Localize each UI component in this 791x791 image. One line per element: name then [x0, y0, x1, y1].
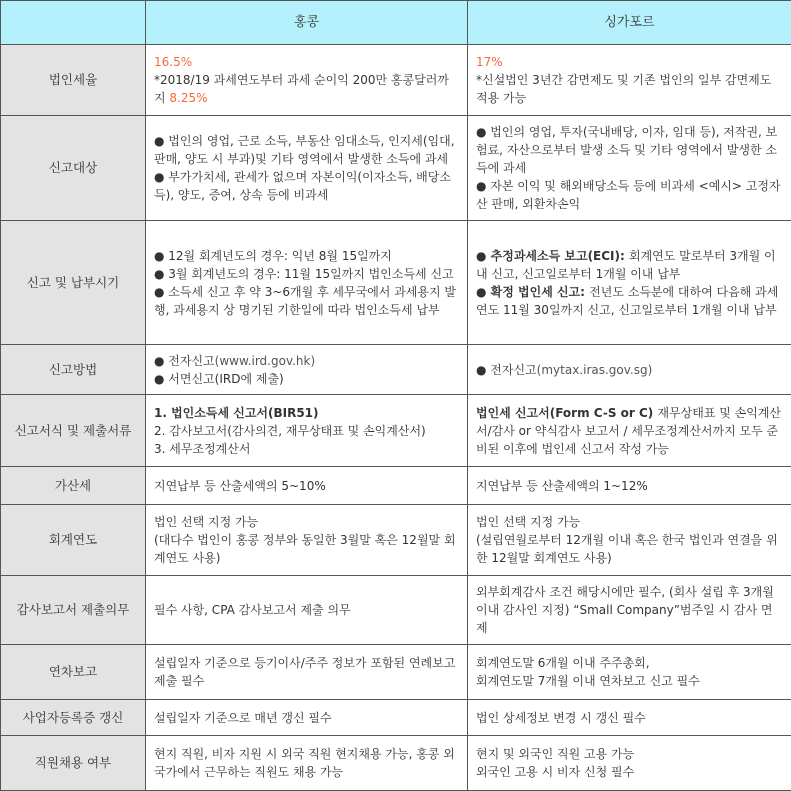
- cell-paragraph: [154, 168, 459, 204]
- cell-paragraph: [476, 583, 783, 637]
- cell-singapore: [468, 45, 791, 116]
- cell-singapore: [468, 505, 791, 576]
- cell-text: 법인 선택 지정 가능: [154, 515, 258, 529]
- row-label: 가산세: [1, 467, 146, 505]
- cell-hongkong: [146, 395, 468, 467]
- table-row: [1, 45, 791, 116]
- row-label: 연차보고: [1, 645, 146, 700]
- cell-hongkong: [146, 221, 468, 345]
- cell-paragraph: [476, 654, 783, 672]
- cell-paragraph: [154, 531, 459, 567]
- cell-text: *신설법인 3년간 감면제도 및 기존 법인의 일부 감면제도 적용 가능: [476, 73, 771, 105]
- cell-text: ● 전자신고: [154, 354, 215, 368]
- cell-singapore: [468, 345, 791, 395]
- row-label: 신고서식 및 제출서류: [1, 395, 146, 467]
- cell-text: ● 법인의 영업, 근로 소득, 부동산 임대소득, 인지세(임대, 판매, 양도 시 부과)및 기타 영역에서 발생한 소득에 과세: [154, 134, 455, 166]
- cell-text: ● 3월 회계년도의 경우: 11월 15일까지 법인소득세 신고: [154, 267, 454, 281]
- table-row: [1, 700, 791, 736]
- table-row: [1, 221, 791, 345]
- cell-paragraph: [476, 283, 783, 319]
- cell-paragraph: [154, 709, 459, 727]
- cell-paragraph: [154, 654, 459, 690]
- cell-paragraph: [476, 531, 783, 567]
- cell-paragraph: [154, 132, 459, 168]
- cell-paragraph: [154, 53, 459, 71]
- cell-hongkong: [146, 645, 468, 700]
- cell-text: 법인세 신고서(Form C-S or C): [476, 406, 657, 420]
- cell-text: 외부회계감사 조건 해당시에만 필수, (회사 설립 후 3개월 이내 감사인 지정) “Small Company”범주일 시 감사 면제: [476, 585, 774, 635]
- cell-text: ● 12월 회계년도의 경우: 익년 8월 15일까지: [154, 249, 392, 263]
- cell-text: (mytax.iras.gov.sg): [537, 363, 653, 377]
- cell-paragraph: [476, 71, 783, 107]
- cell-paragraph: [154, 745, 459, 781]
- cell-paragraph: [154, 370, 459, 388]
- row-label: 회계연도: [1, 505, 146, 576]
- cell-singapore: [468, 116, 791, 221]
- cell-paragraph: [476, 404, 783, 458]
- cell-text: ● 자본 이익 및 해외배당소득 등에 비과세 <예시> 고정자산 판매, 외환차손익: [476, 179, 781, 211]
- cell-singapore: [468, 700, 791, 736]
- row-label: 신고대상: [1, 116, 146, 221]
- cell-text: *2018/19 과세연도부터 과세 순이익 200만 홍콩달러까지: [154, 73, 449, 105]
- cell-text: 설립일자 기준으로 매년 갱신 필수: [154, 711, 332, 725]
- cell-paragraph: [476, 763, 783, 781]
- cell-paragraph: [476, 361, 783, 379]
- cell-singapore: [468, 221, 791, 345]
- cell-singapore: [468, 467, 791, 505]
- cell-paragraph: [154, 477, 459, 495]
- cell-text: 전년도 소득분에 대하여 다음해 과세연도 11월 30일까지 신고, 신고일로부터 1개월 이내 납부: [476, 285, 778, 317]
- table-row: [1, 116, 791, 221]
- cell-singapore: [468, 576, 791, 645]
- header-corner: [1, 1, 146, 45]
- table-row: [1, 576, 791, 645]
- cell-text: (www.ird.gov.hk): [215, 354, 316, 368]
- cell-text: 현지 직원, 비자 지원 시 외국 직원 현지채용 가능, 홍콩 외 국가에서 근무하는 직원도 채용 가능: [154, 747, 455, 779]
- table-body: [1, 45, 791, 791]
- cell-singapore: [468, 395, 791, 467]
- cell-paragraph: [476, 247, 783, 283]
- cell-text: 현지 및 외국인 직원 고용 가능: [476, 747, 634, 761]
- cell-text: 외국인 고용 시 비자 신청 필수: [476, 765, 634, 779]
- cell-text: 3. 세무조정계산서: [154, 442, 250, 456]
- cell-text: 회계연도말 7개월 이내 연차보고 신고 필수: [476, 674, 700, 688]
- cell-paragraph: [476, 53, 783, 71]
- cell-text: 회계연도 말로부터 3개월 이내 신고, 신고일로부터 1개월 이내 납부: [476, 249, 776, 281]
- row-label: 법인세율: [1, 45, 146, 116]
- table-row: [1, 736, 791, 791]
- cell-hongkong: [146, 736, 468, 791]
- cell-paragraph: [476, 513, 783, 531]
- cell-text: ● 전자신고: [476, 363, 537, 377]
- cell-hongkong: [146, 45, 468, 116]
- cell-text: (대다수 법인이 홍콩 정부와 동일한 3월말 혹은 12월말 회계연도 사용): [154, 533, 456, 565]
- cell-text: 재무상태표 및 손익계산서/감사 or 약식감사 보고서 / 세무조정계산서까지 모두 준비된 이후에 법인세 신고서 작성 가능: [476, 406, 781, 456]
- cell-text: ● 법인의 영업, 투자(국내배당, 이자, 임대 등), 저작권, 보험료, 자산으로부터 발생 소득 및 기타 영역에서 발생한 소득에 과세: [476, 125, 777, 175]
- cell-text: 1. 법인소득세 신고서(BIR51): [154, 406, 319, 420]
- cell-paragraph: [154, 71, 459, 107]
- cell-paragraph: [476, 123, 783, 177]
- cell-paragraph: [476, 477, 783, 495]
- cell-text: ● 서면신고(IRD에 제출): [154, 372, 284, 386]
- cell-paragraph: [154, 352, 459, 370]
- table-row: [1, 505, 791, 576]
- table-row: [1, 467, 791, 505]
- cell-text: 설립일자 기준으로 등기이사/주주 정보가 포함된 연례보고 제출 필수: [154, 656, 455, 688]
- cell-text: 회계연도말 6개월 이내 주주총회,: [476, 656, 650, 670]
- cell-paragraph: [154, 265, 459, 283]
- cell-hongkong: [146, 505, 468, 576]
- cell-text: 지연납부 등 산출세액의 1~12%: [476, 479, 648, 493]
- cell-hongkong: [146, 345, 468, 395]
- row-label: 신고방법: [1, 345, 146, 395]
- cell-text: ● 확정 법인세 신고:: [476, 285, 589, 299]
- row-label: 감사보고서 제출의무: [1, 576, 146, 645]
- header-hongkong: 홍콩: [146, 1, 468, 45]
- cell-paragraph: [154, 422, 459, 440]
- cell-paragraph: [154, 601, 459, 619]
- row-label: 직원채용 여부: [1, 736, 146, 791]
- table-row: [1, 345, 791, 395]
- row-label: 신고 및 납부시기: [1, 221, 146, 345]
- cell-text: (설립연월로부터 12개월 이내 혹은 한국 법인과 연결을 위한 12월말 회계연도 사용): [476, 533, 778, 565]
- table-row: [1, 645, 791, 700]
- cell-text: ● 부가가치세, 관세가 없으며 자본이익(이자소득, 배당소득), 양도, 증여, 상속 등에 비과세: [154, 170, 451, 202]
- table-row: [1, 395, 791, 467]
- header-row: [1, 1, 791, 45]
- cell-paragraph: [476, 672, 783, 690]
- highlight-rate: 8.25%: [169, 91, 207, 105]
- row-label: 사업자등록증 갱신: [1, 700, 146, 736]
- cell-hongkong: [146, 700, 468, 736]
- cell-paragraph: [476, 745, 783, 763]
- cell-paragraph: [476, 709, 783, 727]
- cell-hongkong: [146, 467, 468, 505]
- cell-text: 2. 감사보고서(감사의견, 재무상태표 및 손익계산서): [154, 424, 426, 438]
- cell-paragraph: [154, 513, 459, 531]
- cell-paragraph: [154, 440, 459, 458]
- cell-singapore: [468, 645, 791, 700]
- cell-text: ● 추정과세소득 보고(ECI):: [476, 249, 629, 263]
- cell-singapore: [468, 736, 791, 791]
- cell-text: 법인 선택 지정 가능: [476, 515, 580, 529]
- cell-text: 지연납부 등 산출세액의 5~10%: [154, 479, 326, 493]
- cell-text: ● 소득세 신고 후 약 3~6개월 후 세무국에서 과세용지 발행, 과세용지 상 명기된 기한일에 따라 법인소득세 납부: [154, 285, 456, 317]
- cell-text: 필수 사항, CPA 감사보고서 제출 의무: [154, 603, 351, 617]
- cell-hongkong: [146, 576, 468, 645]
- header-singapore: 싱가포르: [468, 1, 791, 45]
- highlight-rate: 16.5%: [154, 55, 192, 69]
- cell-paragraph: [476, 177, 783, 213]
- highlight-rate: 17%: [476, 55, 503, 69]
- cell-paragraph: [154, 247, 459, 265]
- cell-paragraph: [154, 404, 459, 422]
- cell-text: 법인 상세정보 변경 시 갱신 필수: [476, 711, 646, 725]
- cell-paragraph: [154, 283, 459, 319]
- cell-hongkong: [146, 116, 468, 221]
